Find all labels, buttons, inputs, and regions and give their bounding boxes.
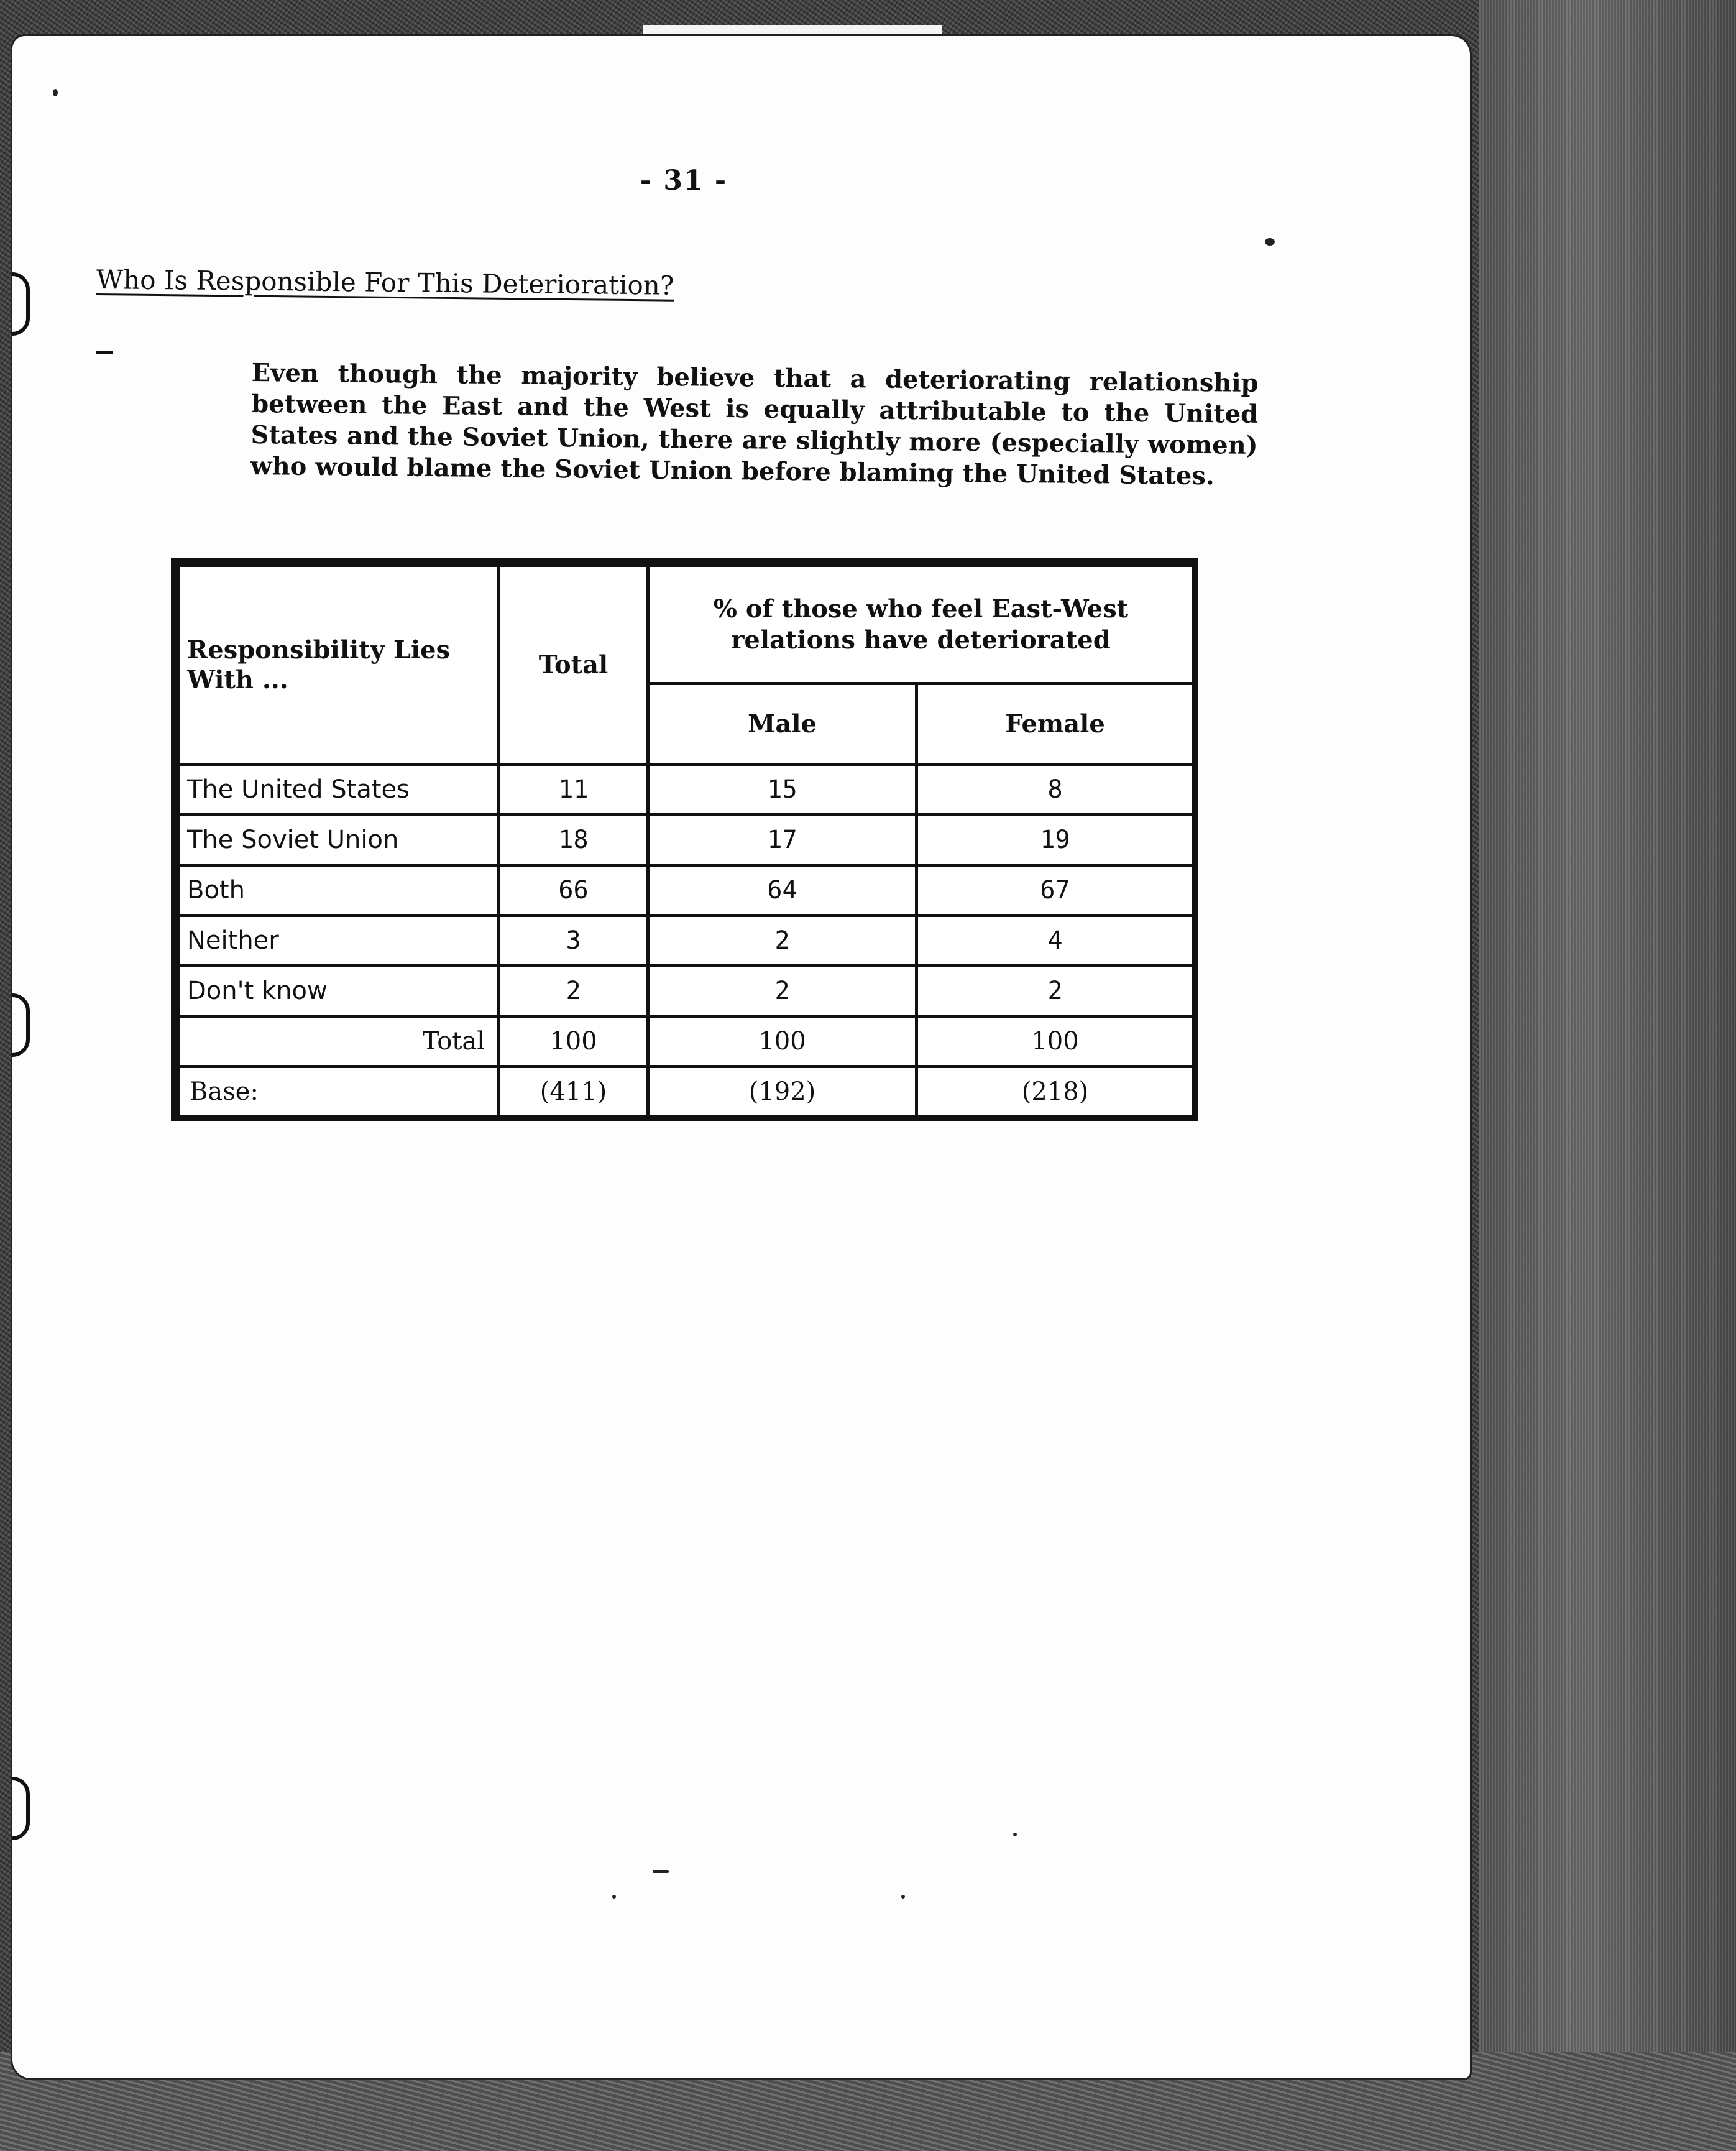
results-table-frame bbox=[171, 558, 1198, 1121]
row-label: The Soviet Union bbox=[178, 815, 499, 865]
scan-background-right bbox=[1479, 0, 1736, 2151]
bullet-dash bbox=[96, 351, 113, 354]
scan-speck bbox=[901, 1895, 905, 1899]
scan-speck bbox=[53, 89, 58, 96]
table-row bbox=[178, 916, 1194, 966]
cell-female: (218) bbox=[917, 1067, 1194, 1117]
intro-paragraph: Even though the majority believe that a deteriorating relationship between the East and the West is equally attributable to the United States and the Soviet Union, there are slightly more (especially women) who would blame the Soviet Union before blaming the United States. bbox=[250, 357, 1259, 491]
cell-total: (411) bbox=[499, 1067, 648, 1117]
cell-total: 18 bbox=[499, 815, 648, 865]
page-number: - 31 - bbox=[640, 165, 728, 196]
table-row bbox=[178, 865, 1194, 916]
scan-speck bbox=[1265, 238, 1275, 246]
cell-female: 2 bbox=[917, 966, 1194, 1016]
scan-speck bbox=[612, 1895, 616, 1899]
row-label: The United States bbox=[178, 765, 499, 815]
cell-total: 2 bbox=[499, 966, 648, 1016]
cell-female: 67 bbox=[917, 865, 1194, 916]
table-total-row bbox=[178, 1016, 1194, 1067]
total-row-label: Total bbox=[178, 1016, 499, 1067]
cell-female: 100 bbox=[917, 1016, 1194, 1067]
scan-speck bbox=[653, 1870, 669, 1873]
binder-ring-mark bbox=[12, 272, 30, 336]
cell-male: 17 bbox=[648, 815, 917, 865]
row-label: Don't know bbox=[178, 966, 499, 1016]
header-total: Total bbox=[499, 566, 648, 765]
row-label: Both bbox=[178, 865, 499, 916]
table-header-row bbox=[178, 566, 1194, 684]
binder-ring-mark bbox=[12, 993, 30, 1057]
results-table bbox=[177, 564, 1195, 1118]
cell-male: 100 bbox=[648, 1016, 917, 1067]
table-base-row bbox=[178, 1067, 1194, 1117]
cell-total: 100 bbox=[499, 1016, 648, 1067]
table-row bbox=[178, 966, 1194, 1016]
cell-male: 2 bbox=[648, 966, 917, 1016]
cell-total: 66 bbox=[499, 865, 648, 916]
header-responsibility: Responsibility Lies With ... bbox=[178, 566, 499, 765]
row-label: Neither bbox=[178, 916, 499, 966]
table-row bbox=[178, 765, 1194, 815]
cell-female: 19 bbox=[917, 815, 1194, 865]
cell-total: 11 bbox=[499, 765, 648, 815]
cell-male: 2 bbox=[648, 916, 917, 966]
header-female: Female bbox=[917, 684, 1194, 765]
table-row bbox=[178, 815, 1194, 865]
cell-female: 4 bbox=[917, 916, 1194, 966]
cell-female: 8 bbox=[917, 765, 1194, 815]
header-group: % of those who feel East-West relations have deteriorated bbox=[648, 566, 1194, 684]
binder-ring-mark bbox=[12, 1777, 30, 1840]
cell-male: 15 bbox=[648, 765, 917, 815]
base-row-label: Base: bbox=[178, 1067, 499, 1117]
header-male: Male bbox=[648, 684, 917, 765]
cell-male: (192) bbox=[648, 1067, 917, 1117]
scan-speck bbox=[1013, 1833, 1017, 1836]
cell-total: 3 bbox=[499, 916, 648, 966]
cell-male: 64 bbox=[648, 865, 917, 916]
section-heading: Who Is Responsible For This Deterioration? bbox=[96, 264, 674, 301]
